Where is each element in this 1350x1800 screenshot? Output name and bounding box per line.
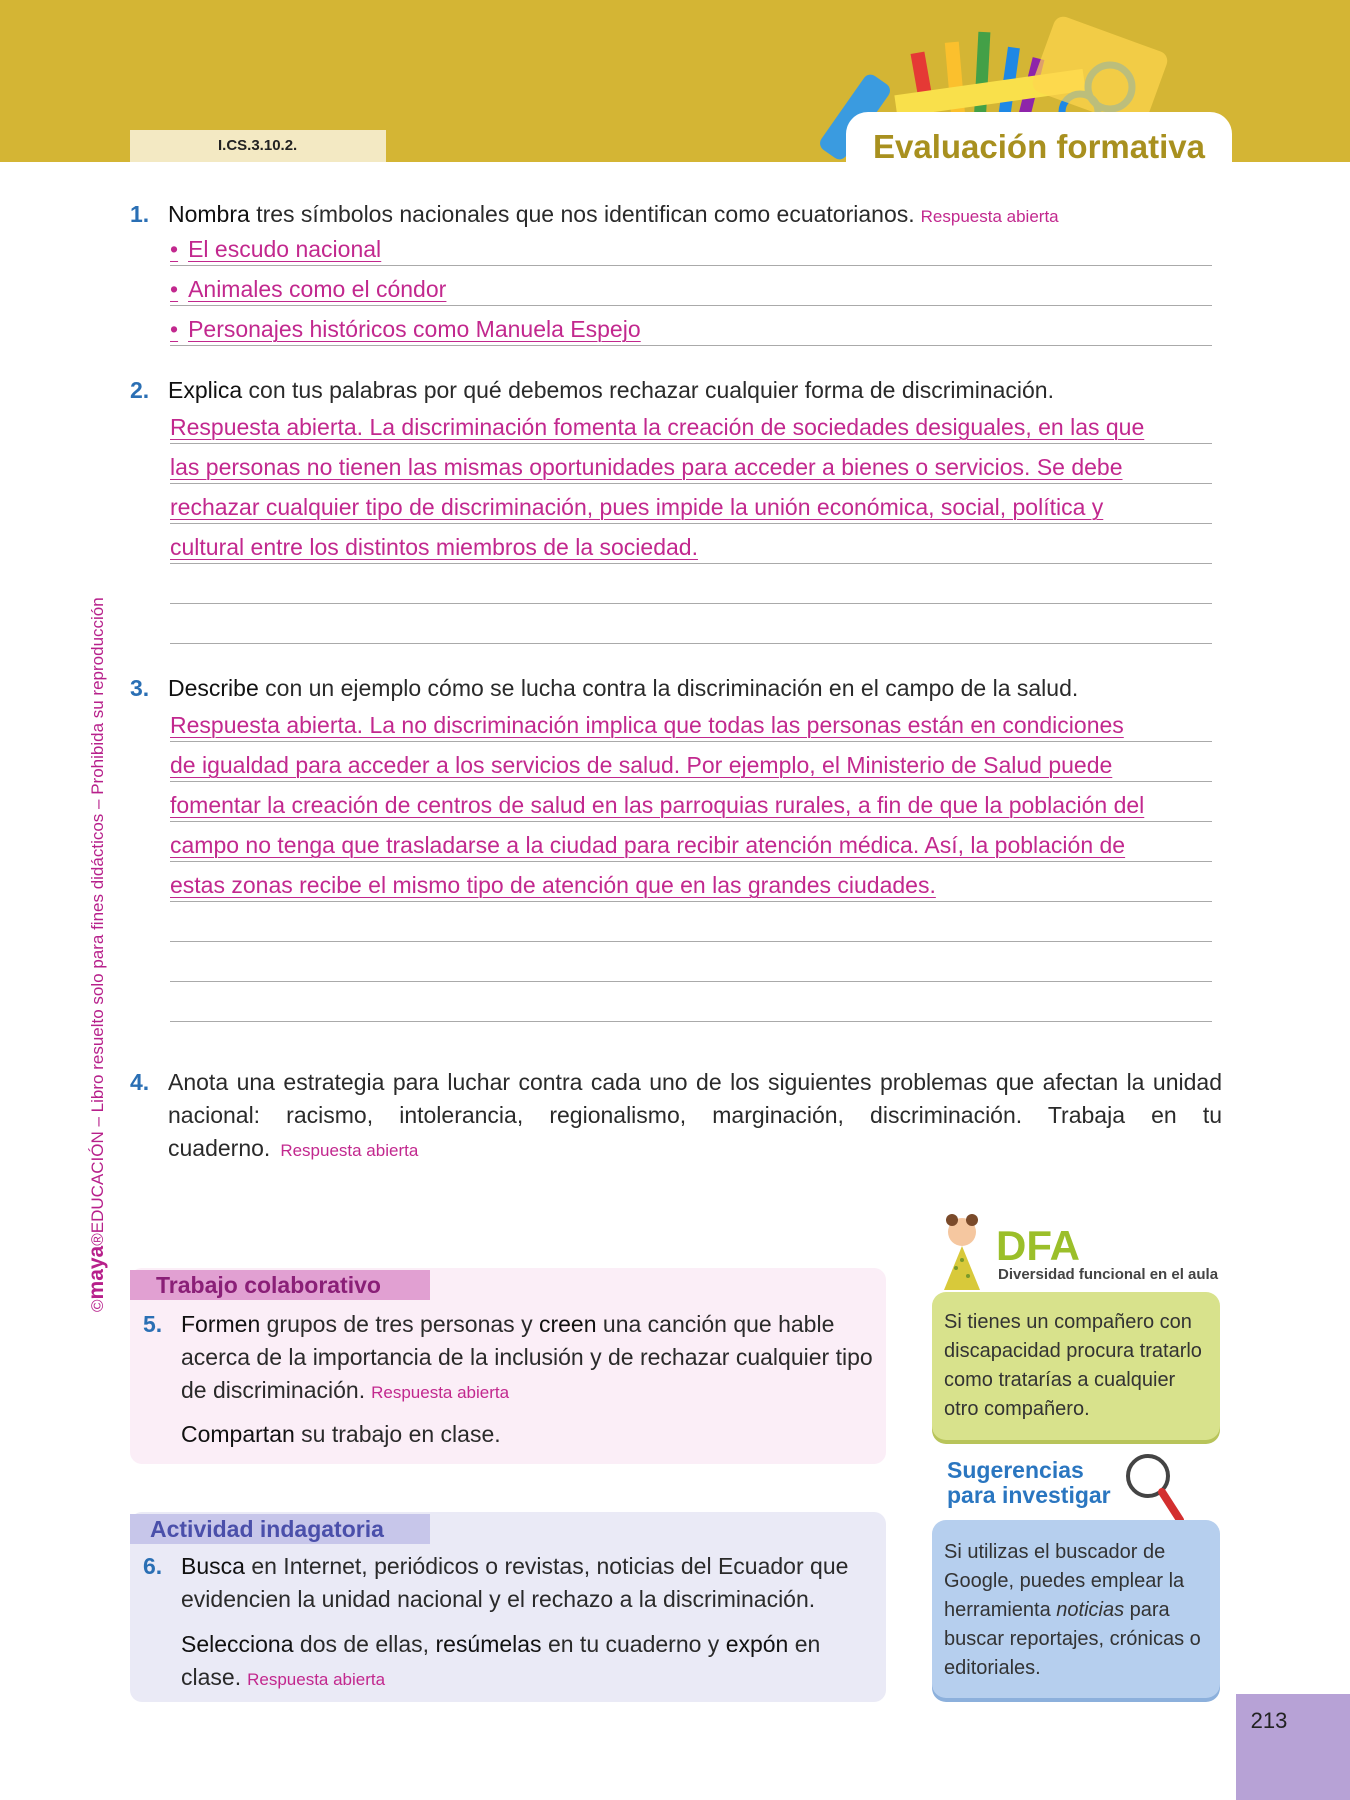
answer-text: El escudo nacional xyxy=(188,236,382,262)
answer-line xyxy=(170,226,1212,266)
answer-line xyxy=(170,564,1212,604)
question-text-3: su trabajo en clase. xyxy=(294,1421,501,1447)
answer-note: Respuesta abierta xyxy=(371,1383,510,1402)
dfa-logo: DFA xyxy=(996,1222,1080,1269)
girl-illustration xyxy=(922,1210,1002,1290)
question-text: una estrategia para luchar contra cada uno de los siguientes problemas que afectan la unidad nacional: racismo, intolerancia, regionalismo, marginación, discriminación. xyxy=(168,1069,1222,1128)
question-2 xyxy=(130,374,1228,407)
question-verb: Busca xyxy=(181,1553,245,1579)
answer-line xyxy=(170,484,1212,524)
answer-line xyxy=(170,902,1212,942)
question-number: 2. xyxy=(130,377,150,403)
dfa-text: Si tienes un compañero con discapacidad procura tratarlo como tratarías a cualquier otro compañero. xyxy=(944,1311,1202,1420)
question-text-3: en tu cuaderno y xyxy=(541,1631,726,1657)
magnifier-icon xyxy=(1120,1448,1190,1528)
copyright-side-text xyxy=(85,492,109,1312)
answer-line xyxy=(170,306,1212,346)
suggestions-title-line-2: para investigar xyxy=(947,1482,1111,1508)
dfa-box xyxy=(932,1292,1220,1440)
answer-line xyxy=(170,862,1212,902)
answer-line xyxy=(170,524,1212,564)
question-text-2: una canción que hable acerca de la importancia de la inclusión y de rechazar cualquier tipo de discriminación. xyxy=(181,1311,873,1403)
answer-line xyxy=(170,822,1212,862)
question-5-part-2 xyxy=(181,1418,875,1451)
question-text: grupos de tres personas y xyxy=(260,1311,539,1337)
answer-text: de igualdad para acceder a los servicios de salud. Por ejemplo, el Ministerio de Salud puede xyxy=(170,752,1113,778)
question-text-2: en tu cuaderno. xyxy=(168,1102,1223,1161)
answer-lines-1 xyxy=(170,226,1212,346)
question-number: 5. xyxy=(143,1311,163,1337)
question-text-4: en clase. xyxy=(181,1631,821,1690)
collaborative-tag: Trabajo colaborativo xyxy=(130,1270,430,1300)
question-6 xyxy=(143,1550,875,1616)
bullet: • xyxy=(170,236,179,262)
answer-text: Respuesta abierta. La discriminación fomenta la creación de sociedades desiguales, en las que xyxy=(170,414,1145,440)
copyright-rest: ®EDUCACIÓN – Libro resuelto solo para fines didácticos – Prohibida su reproducción xyxy=(88,597,107,1246)
answer-text: campo no tenga que trasladarse a la ciudad para recibir atención médica. Así, la población de xyxy=(170,832,1126,858)
question-verb: Explica xyxy=(168,377,243,403)
suggestions-text-2: para buscar reportajes, crónicas o editoriales. xyxy=(944,1599,1201,1679)
question-verb: Describe xyxy=(168,675,259,701)
answer-note: Respuesta abierta xyxy=(247,1670,386,1689)
answer-text: las personas no tienen las mismas oportunidades para acceder a bienes o servicios. Se debe xyxy=(170,454,1123,480)
question-5 xyxy=(143,1308,875,1409)
suggestions-title-line-1: Sugerencias xyxy=(947,1457,1084,1483)
question-6-part-2 xyxy=(181,1628,875,1696)
question-verb: Anota xyxy=(168,1069,229,1095)
answer-text: Respuesta abierta. La no discriminación implica que todas las personas están en condiciones xyxy=(170,712,1124,738)
answer-lines-2 xyxy=(170,404,1212,644)
answer-text: fomentar la creación de centros de salud en las parroquias rurales, a fin de que la población del xyxy=(170,792,1145,818)
question-verb: Nombra xyxy=(168,201,250,227)
answer-line xyxy=(170,444,1212,484)
suggestions-title xyxy=(947,1458,1111,1508)
suggestions-emphasis: noticias xyxy=(1056,1599,1125,1621)
answer-text: estas zonas recibe el mismo tipo de atención que en las grandes ciudades. xyxy=(170,872,936,898)
answer-note: Respuesta abierta xyxy=(280,1141,419,1160)
answer-text: cultural entre los distintos miembros de la sociedad. xyxy=(170,534,698,560)
answer-line xyxy=(170,982,1212,1022)
suggestions-text-1: Si utilizas el buscador de Google, puedes emplear la herramienta xyxy=(944,1541,1185,1621)
bullet: • xyxy=(170,316,179,342)
question-3 xyxy=(130,672,1228,705)
answer-line xyxy=(170,702,1212,742)
answer-line xyxy=(170,404,1212,444)
copyright-symbol: © xyxy=(88,1299,107,1312)
question-verb-3: resúmelas xyxy=(435,1631,542,1657)
question-verb: Formen xyxy=(181,1311,261,1337)
page-title: Evaluación formativa xyxy=(873,128,1205,165)
answer-text: Animales como el cóndor xyxy=(188,276,447,302)
inquiry-tag: Actividad indagatoria xyxy=(130,1514,430,1544)
question-verb-2: Selecciona xyxy=(181,1631,294,1657)
curriculum-code: I.CS.3.10.2. xyxy=(130,130,386,162)
question-verb-2: creen xyxy=(538,1311,597,1337)
question-verb-2: Trabaja xyxy=(1047,1102,1125,1128)
question-4 xyxy=(130,1066,1223,1167)
question-verb-4: expón xyxy=(725,1631,789,1657)
question-text: con tus palabras por qué debemos rechazar cualquier forma de discriminación. xyxy=(242,377,1054,403)
question-number: 4. xyxy=(130,1069,150,1095)
dfa-subtitle: Diversidad funcional en el aula xyxy=(998,1266,1219,1283)
question-text: con un ejemplo cómo se lucha contra la discriminación en el campo de la salud. xyxy=(258,675,1079,701)
answer-line xyxy=(170,942,1212,982)
question-verb-3: Compartan xyxy=(181,1421,295,1447)
answer-line xyxy=(170,782,1212,822)
question-number: 6. xyxy=(143,1553,163,1579)
question-text: en Internet, periódicos o revistas, noticias del Ecuador que evidencien la unidad nacional y el rechazo a la discriminación. xyxy=(181,1553,849,1612)
answer-note: Respuesta abierta xyxy=(920,207,1059,226)
page-number: 213 xyxy=(1250,1708,1288,1733)
answer-line xyxy=(170,742,1212,782)
question-text: tres símbolos nacionales que nos identifican como ecuatorianos. xyxy=(249,201,915,227)
answer-lines-3 xyxy=(170,702,1212,1022)
answer-line xyxy=(170,266,1212,306)
suggestions-box xyxy=(932,1520,1220,1698)
answer-line xyxy=(170,604,1212,644)
question-text-2: dos de ellas, xyxy=(293,1631,436,1657)
question-number: 1. xyxy=(130,201,150,227)
answer-text: rechazar cualquier tipo de discriminación, pues impide la unión económica, social, política y xyxy=(170,494,1104,520)
answer-text: Personajes históricos como Manuela Espejo xyxy=(188,316,641,342)
question-number: 3. xyxy=(130,675,150,701)
brand-name: maya xyxy=(85,1245,108,1300)
bullet: • xyxy=(170,276,179,302)
